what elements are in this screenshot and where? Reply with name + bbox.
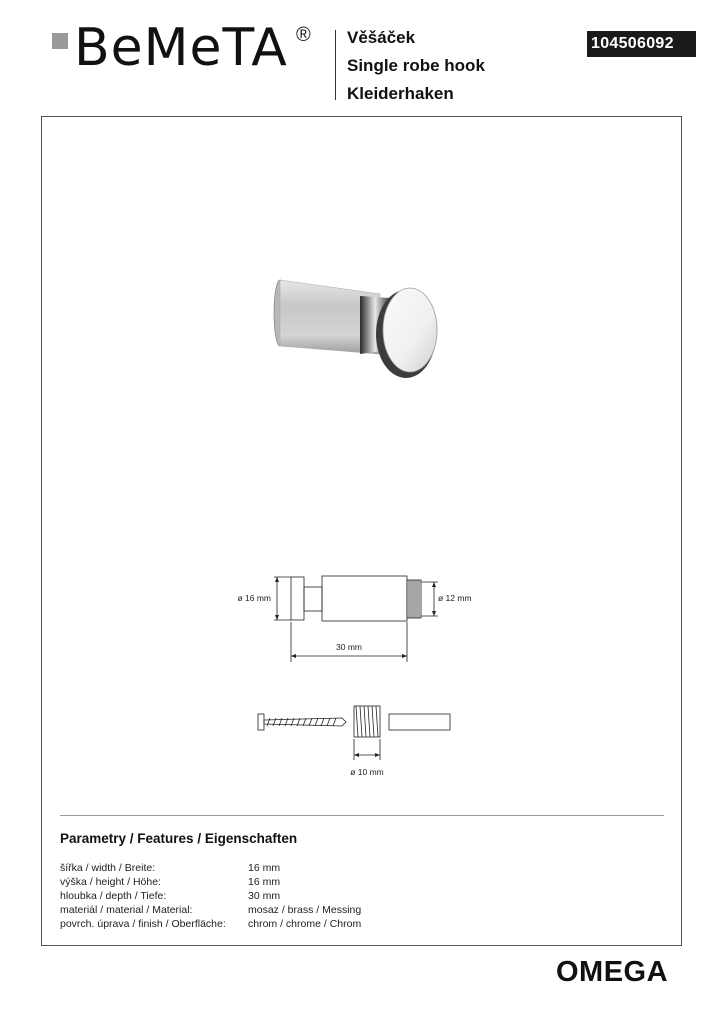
dim-body-diameter: ø 12 mm [438, 593, 472, 603]
feature-label: šířka / width / Breite: [60, 862, 156, 874]
brand-logo [52, 18, 312, 78]
features-title: Parametry / Features / Eigenschaften [60, 831, 298, 846]
feature-value: 16 mm [248, 862, 281, 874]
logo-square-mark [52, 33, 68, 49]
features-table [60, 861, 361, 931]
technical-drawing [220, 560, 500, 800]
feature-label: hloubka / depth / Tiefe: [60, 890, 167, 902]
series-name: OMEGA [556, 956, 669, 988]
feature-row [60, 917, 361, 931]
feature-label: materiál / material / Material: [60, 904, 193, 916]
product-code-badge: 104506092 [587, 31, 696, 57]
product-image [268, 268, 443, 388]
features-divider [60, 815, 664, 816]
product-name-cz: Věšáček [347, 28, 416, 47]
feature-value: 30 mm [248, 890, 281, 902]
content-frame [41, 116, 682, 946]
product-name-de: Kleiderhaken [347, 84, 454, 103]
feature-row [60, 875, 361, 889]
feature-row [60, 889, 361, 903]
dim-dowel-diameter: ø 10 mm [350, 767, 384, 777]
feature-row [60, 861, 361, 875]
header-divider [335, 30, 336, 100]
product-names [347, 24, 485, 108]
product-name-en: Single robe hook [347, 56, 485, 75]
feature-label: povrch. úprava / finish / Oberfläche: [60, 918, 226, 930]
dim-head-diameter: ø 16 mm [237, 593, 271, 603]
feature-value: mosaz / brass / Messing [248, 904, 362, 916]
feature-value: 16 mm [248, 876, 281, 888]
brand-name: BeMeTA [74, 18, 288, 78]
feature-value: chrom / chrome / Chrom [248, 918, 362, 930]
registered-mark: ® [296, 24, 311, 46]
dim-length: 30 mm [336, 642, 362, 652]
feature-row [60, 903, 361, 917]
feature-label: výška / height / Höhe: [60, 876, 161, 888]
